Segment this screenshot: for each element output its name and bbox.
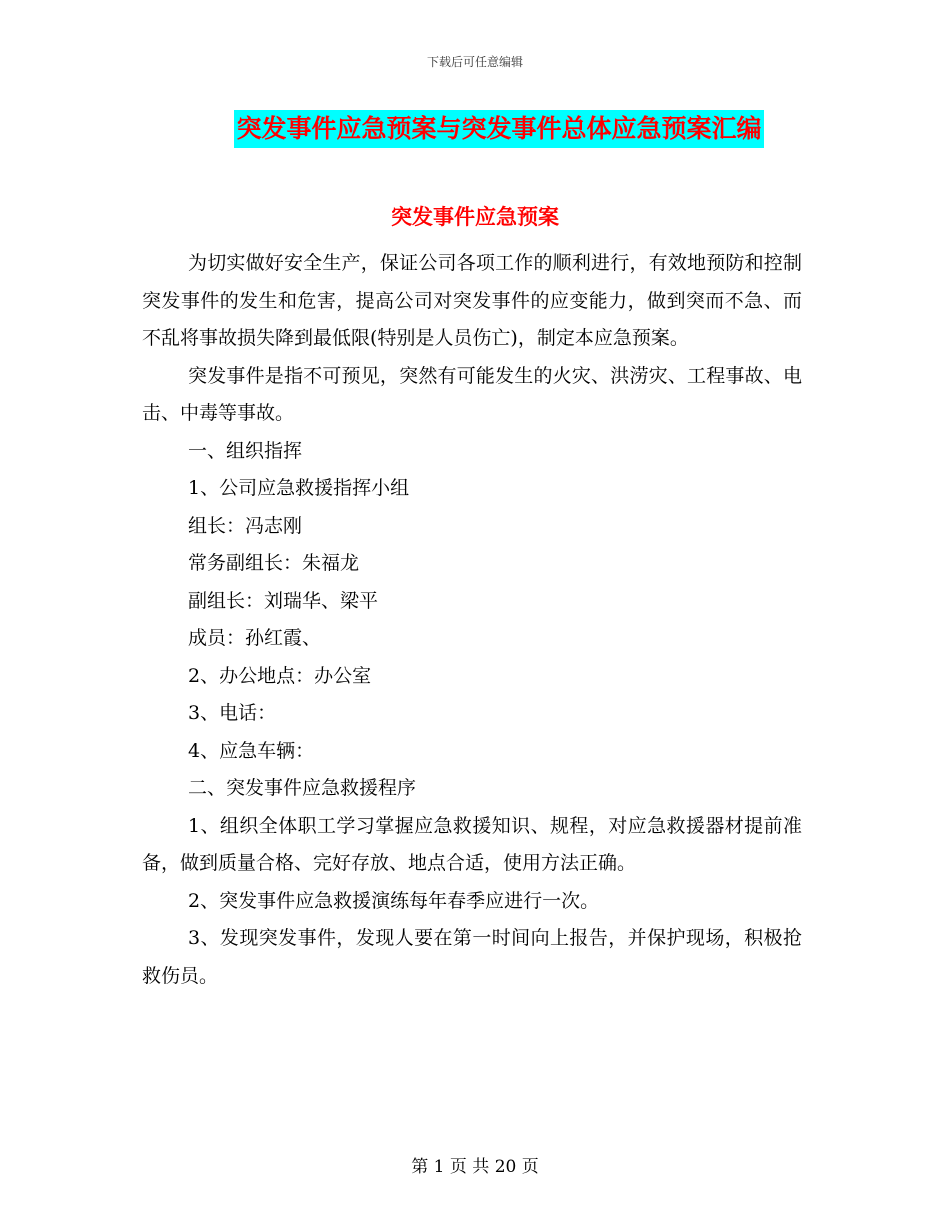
paragraph: 常务副组长：朱福龙	[188, 552, 360, 574]
section-heading: 二、突发事件应急救援程序	[188, 777, 417, 799]
paragraph: 4、应急车辆：	[188, 739, 315, 762]
main-title: 突发事件应急预案与突发事件总体应急预案汇编	[234, 110, 763, 148]
paragraph: 组长：冯志刚	[188, 514, 303, 537]
page-number-footer: 第 1 页 共 20 页	[411, 1157, 539, 1177]
paragraph: 成员：孙红霞、	[188, 627, 322, 649]
paragraph: 2、办公地点：办公室	[188, 664, 372, 687]
section-title: 突发事件应急预案	[391, 205, 559, 229]
document-body	[142, 245, 802, 995]
main-title-container	[0, 110, 950, 148]
paragraph: 3、电话：	[188, 702, 277, 724]
paragraph: 1、公司应急救援指挥小组	[188, 477, 410, 499]
section-heading: 一、组织指挥	[188, 439, 303, 462]
paragraph: 为切实做好安全生产，保证公司各项工作的顺利进行，有效地预防和控制突发事件的发生和危害，提高公司对突发事件的应变能力，做到突而不急、而不乱将事故损失降到最低限(特别是人员伤亡)，制定本应急预案。	[142, 252, 802, 349]
paragraph: 2、突发事件应急救援演练每年春季应进行一次。	[188, 889, 600, 912]
paragraph: 3、发现突发事件，发现人要在第一时间向上报告，并保护现场，积极抢救伤员。	[142, 927, 802, 987]
paragraph: 副组长：刘瑞华、梁平	[188, 589, 379, 612]
header-note: 下载后可任意编辑	[426, 55, 523, 69]
paragraph: 1、组织全体职工学习掌握应急救援知识、规程，对应急救援器材提前准备，做到质量合格、完好存放、地点合适，使用方法正确。	[142, 814, 802, 874]
paragraph: 突发事件是指不可预见，突然有可能发生的火灾、洪涝灾、工程事故、电击、中毒等事故。	[142, 364, 802, 424]
